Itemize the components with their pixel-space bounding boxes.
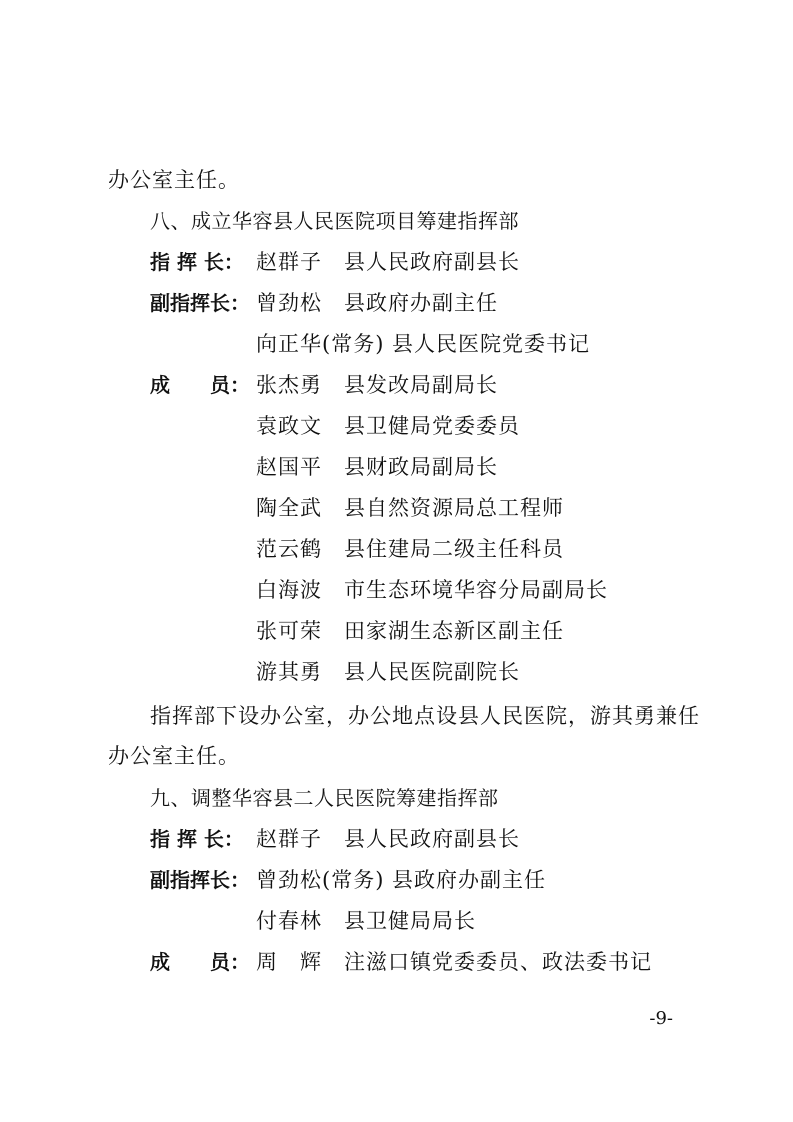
- member-entry: 白海波 市生态环境华容分局副局长: [256, 578, 608, 602]
- member-entry: 张杰勇 县发改局副局长: [256, 373, 498, 397]
- role-label: 指 挥 长：: [150, 250, 244, 274]
- role-label: 指 挥 长：: [150, 827, 244, 851]
- page-number: -9-: [649, 1008, 673, 1029]
- person-entry: 曾劲松 县政府办副主任: [256, 291, 498, 315]
- section-heading-9: 九、调整华容县二人民医院筹建指挥部: [150, 786, 499, 810]
- person-entry: 付春林 县卫健局局长: [256, 909, 476, 933]
- member-entry: 袁政文 县卫健局党委委员: [256, 414, 520, 438]
- role-label: 副指挥长：: [150, 868, 250, 892]
- text-line: 办公室主任。: [108, 168, 240, 192]
- role-label: 成 员：: [150, 373, 250, 397]
- member-entry: 赵国平 县财政局副局长: [256, 455, 498, 479]
- section-heading-8: 八、成立华容县人民医院项目筹建指挥部: [150, 209, 519, 233]
- person-entry: 赵群子 县人民政府副县长: [256, 250, 520, 274]
- person-entry: 赵群子 县人民政府副县长: [256, 827, 520, 851]
- member-entry: 游其勇 县人民医院副院长: [256, 660, 520, 684]
- role-label: 成 员：: [150, 950, 250, 974]
- paragraph-line: 指挥部下设办公室，办公地点设县人民医院，游其勇兼任: [150, 704, 700, 728]
- paragraph-line: 办公室主任。: [108, 744, 240, 768]
- member-entry: 范云鹤 县住建局二级主任科员: [256, 537, 564, 561]
- person-entry: 向正华(常务) 县人民医院党委书记: [256, 332, 591, 356]
- role-label: 副指挥长：: [150, 291, 250, 315]
- member-entry: 周 辉 注滋口镇党委委员、政法委书记: [256, 950, 652, 974]
- member-entry: 张可荣 田家湖生态新区副主任: [256, 619, 564, 643]
- member-entry: 陶全武 县自然资源局总工程师: [256, 496, 564, 520]
- person-entry: 曾劲松(常务) 县政府办副主任: [256, 868, 547, 892]
